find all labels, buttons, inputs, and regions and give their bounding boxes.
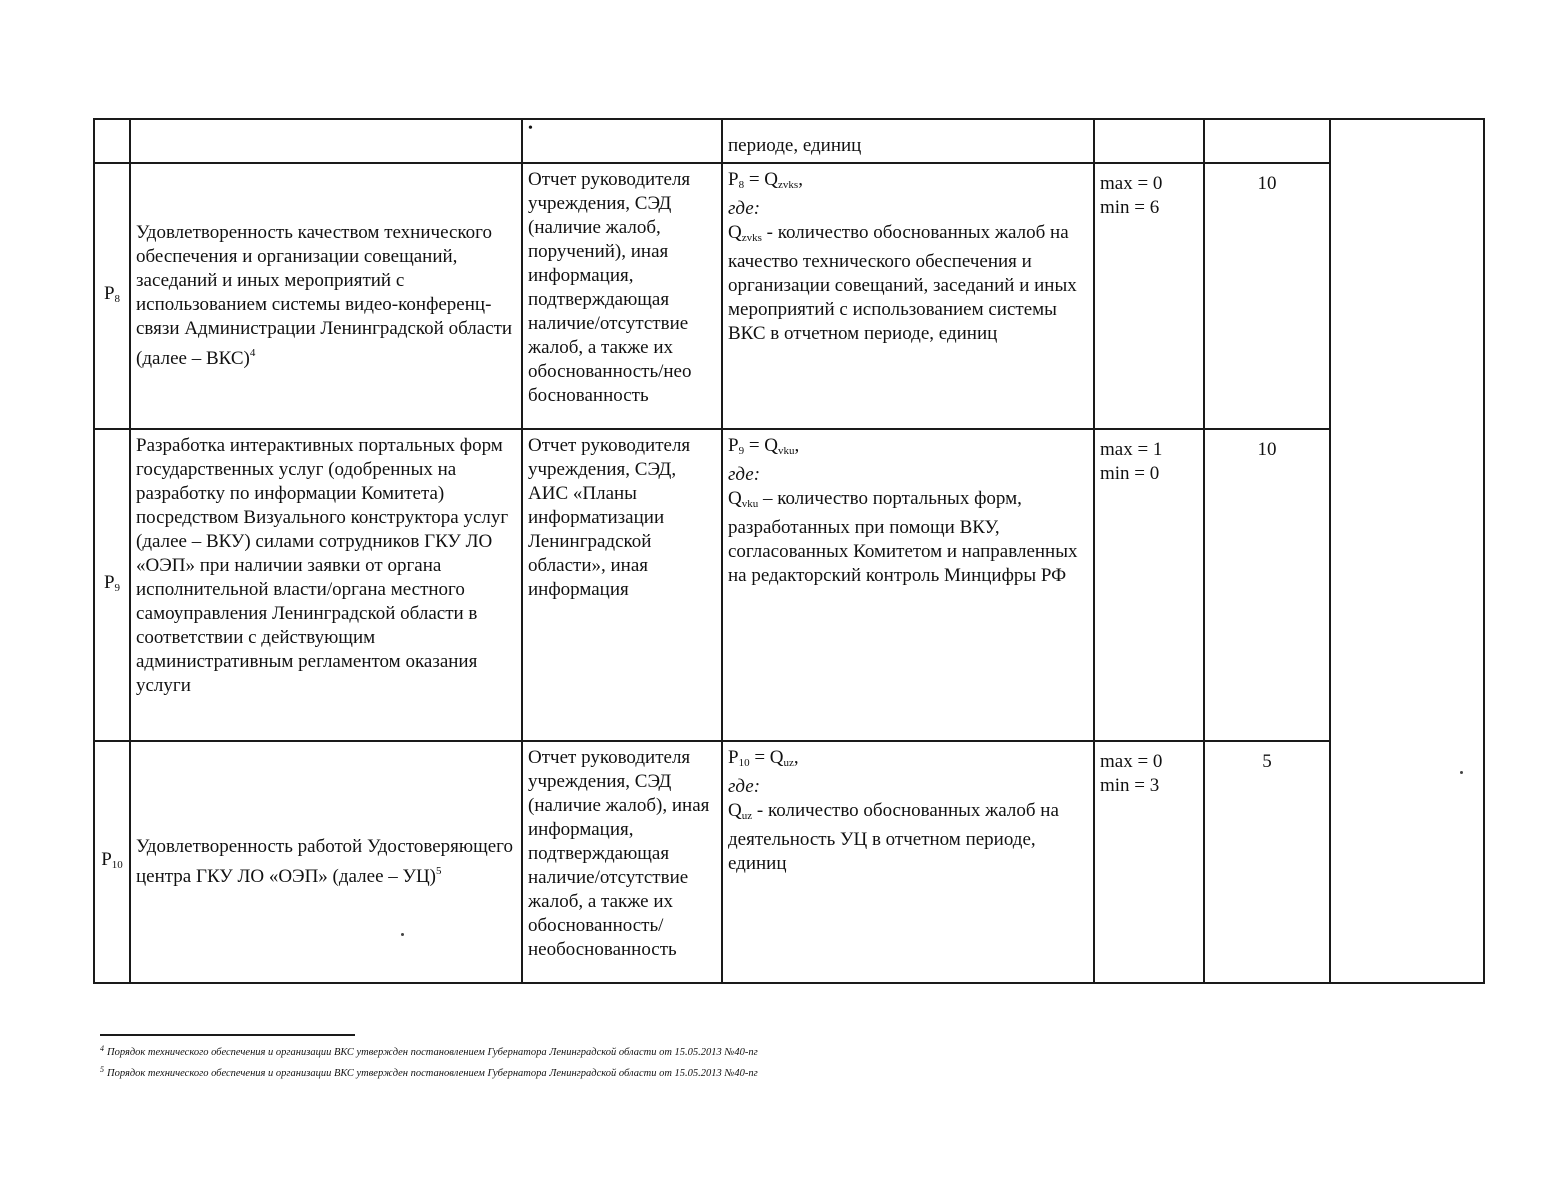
formula-variable: $Q_{uz}$ - количество обоснованных жалоб на деятельность УЦ в отчетном периоде, единиц <box>728 800 1059 874</box>
footnote-number: 4 <box>100 1044 104 1053</box>
continuation-row <box>94 119 1484 163</box>
footnote-5 <box>100 1061 1100 1082</box>
indicator-range <box>1094 741 1204 983</box>
source-cell <box>522 119 722 163</box>
source-mark: • <box>528 121 533 136</box>
indicator-source <box>522 163 722 429</box>
id-letter: Р <box>103 282 115 304</box>
indicator-range <box>1094 429 1204 741</box>
indicator-range <box>1094 163 1204 429</box>
weight-cell-empty <box>1204 119 1330 163</box>
scan-speck <box>401 933 404 936</box>
blank-column <box>1330 119 1484 983</box>
formula-line: $P_9 = Q_{vku}$, <box>728 435 800 457</box>
formula-variable: $Q_{zvks}$ - количество обоснованных жалоб на качество технического обеспечения и организации совещаний, заседаний и иных мероприятий с использованием системы ВКС в отчетном периоде, единиц <box>728 222 1077 344</box>
footnote-text: Порядок технического обеспечения и организации ВКС утвержден постановлением Губернатора Ленинградской области от 15.05.2013 №40-пг <box>107 1068 758 1079</box>
indicator-id <box>94 741 130 983</box>
indicator-id <box>94 429 130 741</box>
id-cell-empty <box>94 119 130 163</box>
indicator-weight <box>1204 429 1330 741</box>
id-sub: 9 <box>114 581 121 594</box>
indicator-name <box>130 741 522 983</box>
footnote-ref: 5 <box>436 865 442 877</box>
indicator-weight <box>1204 741 1330 983</box>
range-max: max = 1 <box>1100 439 1163 460</box>
id-sub: 10 <box>111 858 123 871</box>
indicator-source-text: Отчет руководителя учреждения, СЭД (наличие жалоб), иная информация, подтверждающая наличие/отсутствие жалоб, а также их обоснованность/ необоснованность <box>528 747 710 960</box>
footnote-4 <box>100 1040 1100 1061</box>
formula-where: где: <box>728 464 761 485</box>
formula-cell <box>722 119 1094 163</box>
formula-line: $P_{10} = Q_{uz}$, <box>728 747 799 769</box>
formula-variable: $Q_{vku}$ – количество портальных форм, разработанных при помощи ВКУ, согласованных Комитетом и направленных на редакторский контроль Минцифры РФ <box>728 488 1078 586</box>
indicator-source-text: Отчет руководителя учреждения, СЭД, АИС «Планы информатизации Ленинградской области», иная информация <box>528 435 691 600</box>
indicator-name <box>130 429 522 741</box>
indicator-id <box>94 163 130 429</box>
scan-speck <box>1460 771 1463 774</box>
weight-value: 10 <box>1257 439 1277 460</box>
indicator-row-p9 <box>94 429 1484 741</box>
footnote-number: 5 <box>100 1065 104 1074</box>
indicator-name-text: Удовлетворенность качеством технического обеспечения и организации совещаний, заседаний и иных мероприятий с использованием системы видео-конференц-связи Администрации Ленинградской области (далее – ВКС) <box>136 222 513 369</box>
range-min: min = 0 <box>1100 463 1160 484</box>
id-letter: Р <box>101 848 112 870</box>
indicator-formula <box>722 741 1094 983</box>
range-max: max = 0 <box>1100 751 1163 772</box>
range-cell-empty <box>1094 119 1204 163</box>
indicator-row-p8 <box>94 163 1484 429</box>
footnotes <box>100 1034 1100 1082</box>
indicator-formula <box>722 429 1094 741</box>
indicator-name-text: Удовлетворенность работой Удостоверяющего центра ГКУ ЛО «ОЭП» (далее – УЦ) <box>136 836 513 887</box>
indicator-formula <box>722 163 1094 429</box>
id-letter: Р <box>103 571 115 593</box>
formula-line: $P_8 = Q_{zvks}$, <box>728 169 803 191</box>
range-min: min = 3 <box>1100 775 1160 796</box>
indicator-source-text: Отчет руководителя учреждения, СЭД (наличие жалоб, поручений), иная информация, подтверждающая наличие/отсутствие жалоб, а также их обоснованность/нео боснованность <box>528 169 692 406</box>
weight-value: 5 <box>1262 751 1272 772</box>
range-min: min = 6 <box>1100 197 1160 218</box>
id-sub: 8 <box>114 292 121 305</box>
formula-tail: периоде, единиц <box>728 135 862 156</box>
footnote-ref: 4 <box>249 347 256 359</box>
name-cell-empty <box>130 119 522 163</box>
indicator-weight <box>1204 163 1330 429</box>
indicator-source <box>522 429 722 741</box>
range-max: max = 0 <box>1100 173 1163 194</box>
formula-where: где: <box>728 776 761 797</box>
indicator-name <box>130 163 522 429</box>
indicator-row-p10 <box>94 741 1484 983</box>
indicators-table <box>93 118 1485 984</box>
weight-value: 10 <box>1257 173 1277 194</box>
footnote-rule <box>100 1034 355 1036</box>
indicator-source <box>522 741 722 983</box>
formula-where: где: <box>728 198 761 219</box>
footnote-text: Порядок технического обеспечения и организации ВКС утвержден постановлением Губернатора Ленинградской области от 15.05.2013 №40-пг <box>107 1047 758 1058</box>
indicator-name-text: Разработка интерактивных портальных форм государственных услуг (одобренных на разработку по информации Комитета) посредством Визуального конструктора услуг (далее – ВКУ) силами сотрудников ГКУ ЛО «ОЭП» при наличии заявки от органа исполнительной власти/органа местного самоуправления Ленинградской области в соответствии с действующим административным регламентом оказания услуги <box>136 435 509 696</box>
